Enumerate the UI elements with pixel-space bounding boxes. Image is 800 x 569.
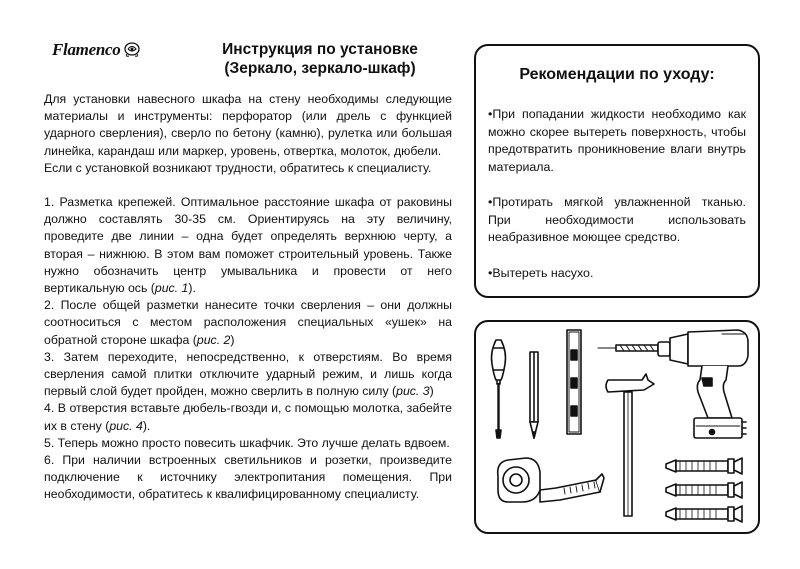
figure-ref-1: рис. 1: [154, 281, 189, 296]
brand-logo: [52, 40, 142, 60]
step-3: 3. Затем переходите, непосредственно, к отверстиям. Во время сверления самой плитки отключите ударный режим, и лишь когда первый слой будет пройден, можно сверлить в полную силу (рис. 3): [44, 349, 452, 399]
brand-name: Flamenco: [52, 40, 121, 59]
rose-icon: [122, 41, 142, 59]
title-line-1: Инструкция по установке: [222, 41, 418, 58]
tape-measure-icon: [498, 458, 604, 502]
pencil-icon: [530, 352, 538, 438]
intro-materials: Для установки навесного шкафа на стену необходимы следующие материалы и инструменты: перфоратор (или дрель с функцией ударного сверления), сверло по бетону (камню), рулетка или большая линейка, карандаш или маркер, уровень, отвертка, молоток, дюбели.: [44, 92, 452, 158]
step-6: 6. При наличии встроенных светильников и розетки, произведите подключение к источнику электропитания помещения. При необходимости, обратитесь к квалифицированному специалисту.: [44, 453, 452, 502]
care-item: •Протирать мягкой увлажненной тканью. При необходимости использовать неабразивное моющее средство.: [488, 195, 746, 244]
care-item: •Вытереть насухо.: [488, 265, 594, 280]
dowel-nail-icon: [666, 458, 742, 474]
step-2: 2. После общей разметки нанесите точки сверления – они должны соотноситься с местом расположения специальных «ушек» на обратной стороне шкафа (рис. 2): [44, 298, 452, 347]
instructions: [44, 91, 452, 504]
step-1: 1. Разметка крепежей. Оптимальное расстояние шкафа от раковины должно составлять 30-35 см. Ориентируясь на эту величину, проведите две линии – одна будет определять верхнюю черту, а вторая – нижнюю. В этом вам поможет строительный уровень. Также нужно обозначить центр умывальника и провести от него вертикальную ось (рис. 1).: [44, 195, 452, 296]
care-list: [488, 106, 746, 300]
page-title: [180, 40, 460, 78]
figure-ref-2: рис. 2: [196, 332, 231, 347]
dowel-nail-icon: [666, 482, 742, 498]
care-title: Рекомендации по уходу:: [519, 66, 715, 83]
intro-help: Если с установкой возникают трудности, обратитесь к специалисту.: [44, 160, 432, 175]
step-4: 4. В отверстия вставьте дюбель-гвозди и, с помощью молотка, забейте их в стену (рис. 4).: [44, 401, 452, 433]
drill-icon: [658, 330, 748, 438]
drill-bit-icon: [598, 345, 658, 351]
screwdriver-icon: [492, 340, 506, 438]
step-5: 5. Теперь можно просто повесить шкафчик. Это лучше делать вдвоем.: [44, 435, 450, 450]
level-icon: [567, 330, 581, 434]
figure-ref-3: рис. 3: [396, 384, 430, 399]
hammer-icon: [606, 374, 654, 516]
figure-ref-4: рис. 4: [109, 418, 143, 433]
dowel-nail-icon: [666, 506, 742, 522]
care-item: •При попадании жидкости необходимо как можно скорее вытереть поверхность, чтобы предотвратить проникновение влаги внутрь материала.: [488, 107, 746, 174]
care-panel: [474, 44, 760, 298]
tools-panel: [474, 320, 760, 534]
title-line-2: (Зеркало, зеркало-шкаф): [224, 60, 416, 77]
